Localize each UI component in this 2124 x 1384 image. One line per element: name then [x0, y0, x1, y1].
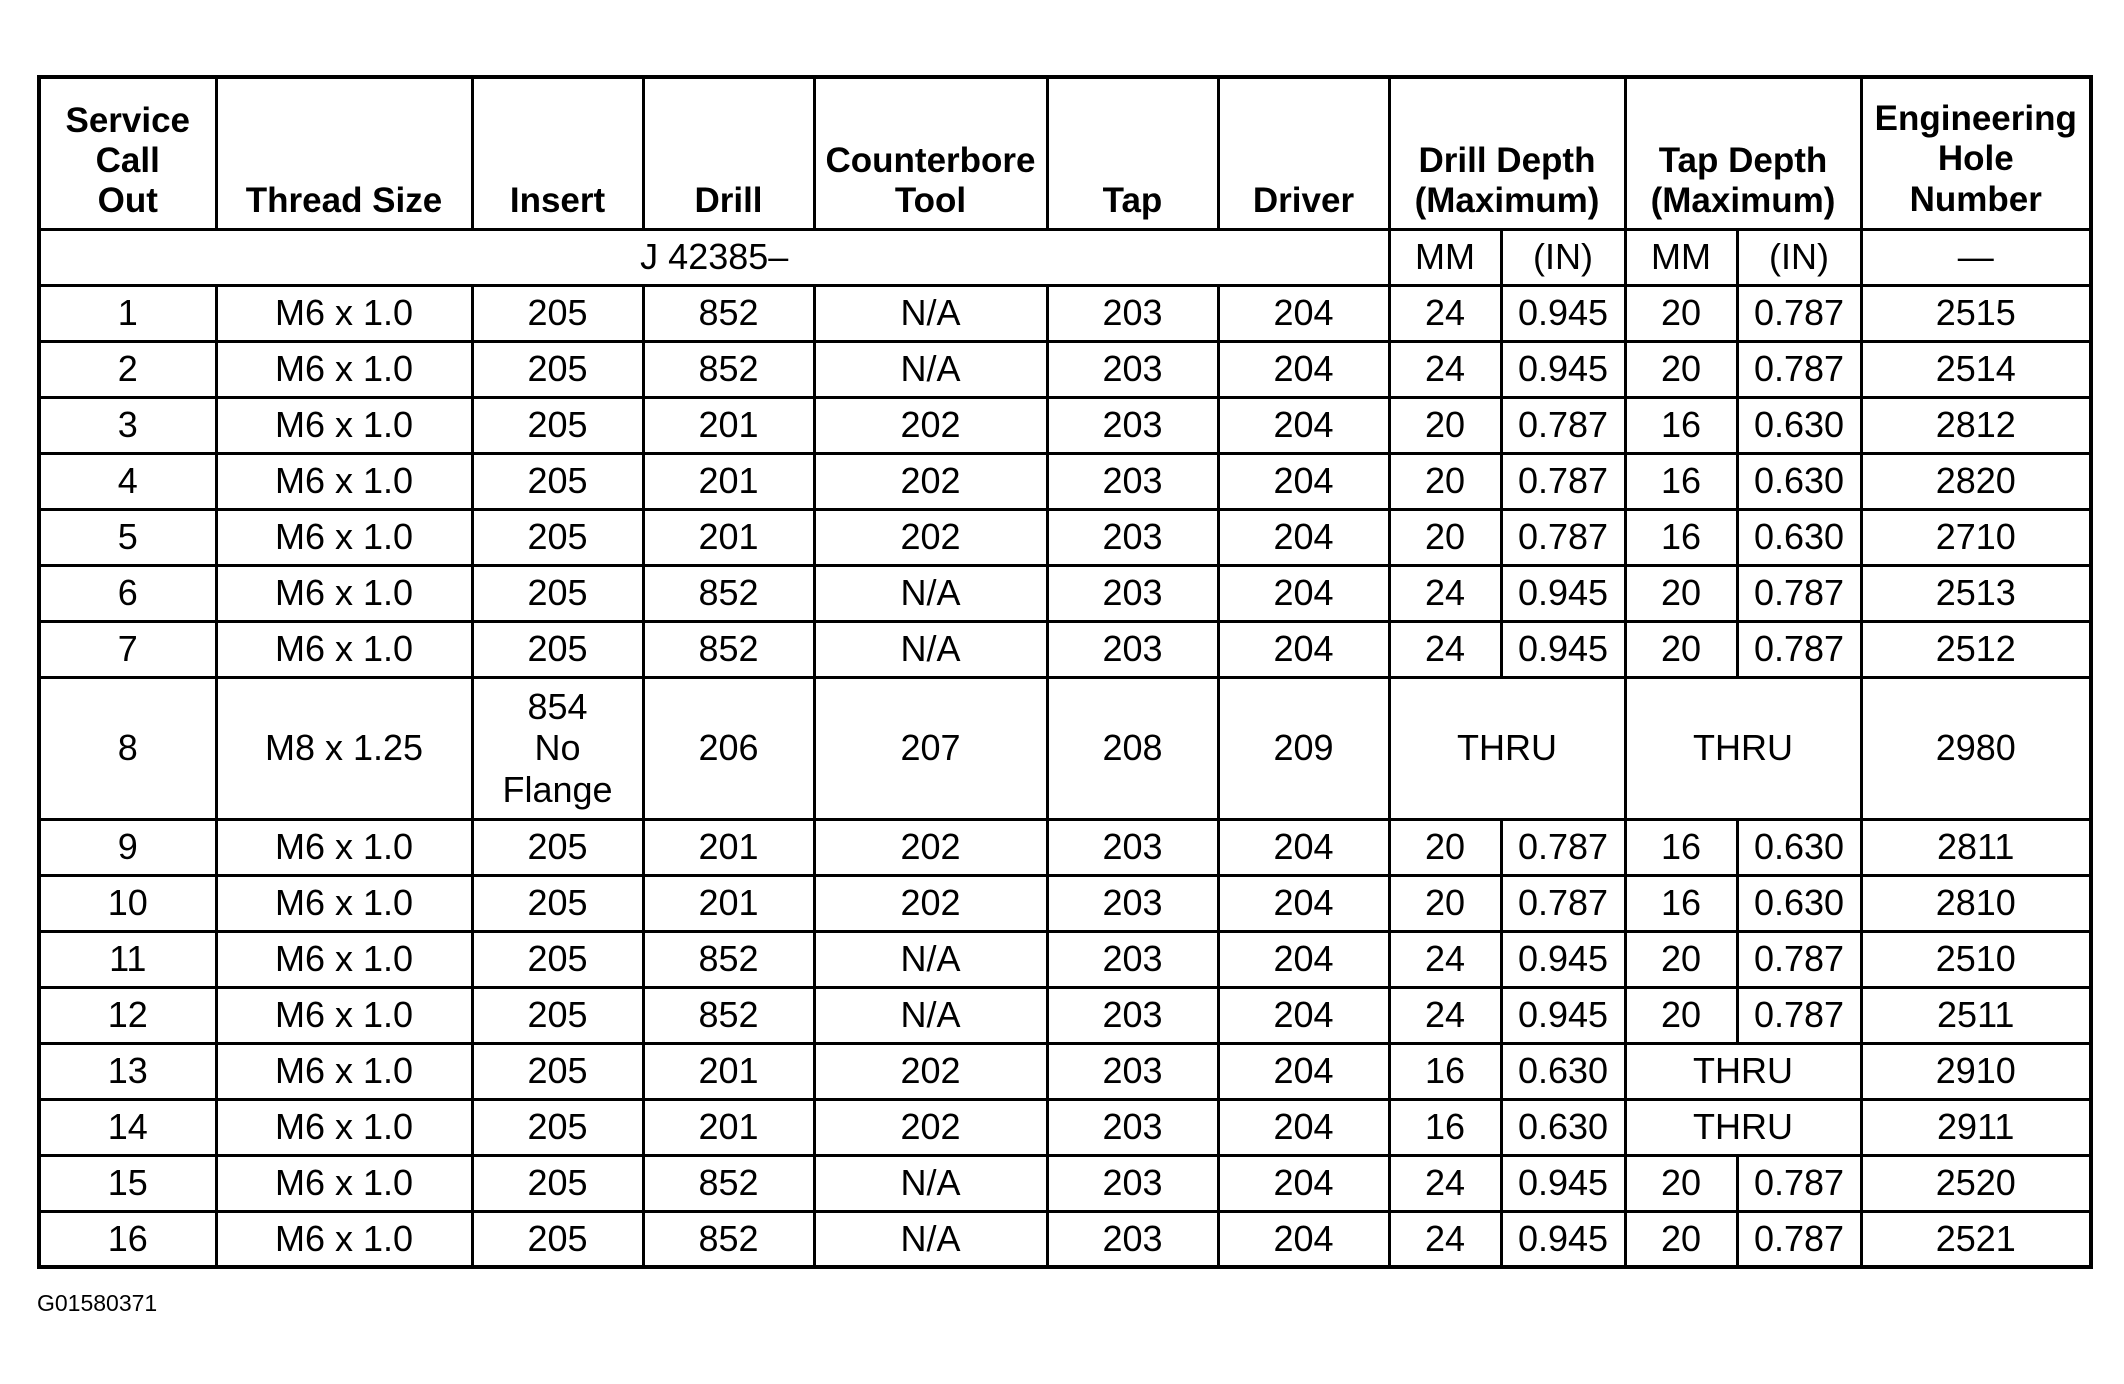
cell-counterbore-tool: N/A	[814, 621, 1047, 677]
cell-service-call-out: 16	[39, 1211, 216, 1267]
cell-tap-depth-mm: 16	[1625, 509, 1737, 565]
cell-drill-depth-in: 0.787	[1501, 875, 1625, 931]
table-row	[39, 509, 2091, 565]
cell-counterbore-tool: N/A	[814, 565, 1047, 621]
header-tap-depth: Tap Depth (Maximum)	[1625, 77, 1861, 229]
cell-thread-size: M6 x 1.0	[216, 1043, 472, 1099]
cell-insert: 205	[472, 285, 643, 341]
cell-drill-depth-in: 0.630	[1501, 1043, 1625, 1099]
cell-tap-depth-in: 0.787	[1737, 285, 1861, 341]
cell-thread-size: M6 x 1.0	[216, 621, 472, 677]
table-row	[39, 621, 2091, 677]
cell-drill-depth-in: 0.787	[1501, 453, 1625, 509]
cell-service-call-out: 11	[39, 931, 216, 987]
cell-drill-depth-in: 0.787	[1501, 819, 1625, 875]
cell-tap-depth-mm: 16	[1625, 453, 1737, 509]
cell-insert: 205	[472, 621, 643, 677]
table-row	[39, 1155, 2091, 1211]
cell-tap-depth-in: 0.787	[1737, 931, 1861, 987]
cell-tap: 203	[1047, 285, 1218, 341]
cell-drill-depth-in: 0.787	[1501, 397, 1625, 453]
cell-driver: 204	[1218, 397, 1389, 453]
cell-tap-depth-in: 0.787	[1737, 987, 1861, 1043]
cell-insert: 205	[472, 819, 643, 875]
cell-counterbore-tool: 202	[814, 819, 1047, 875]
cell-engineering-hole-number: 2510	[1861, 931, 2091, 987]
cell-drill-depth-mm: 24	[1389, 1155, 1501, 1211]
cell-engineering-hole-number: 2810	[1861, 875, 2091, 931]
cell-drill-depth-in: 0.945	[1501, 1211, 1625, 1267]
drill-depth-in-unit: (IN)	[1501, 229, 1625, 285]
cell-drill-depth-in: 0.630	[1501, 1099, 1625, 1155]
cell-tap-depth-mm: 20	[1625, 987, 1737, 1043]
drill-depth-mm-unit: MM	[1389, 229, 1501, 285]
header-insert: Insert	[472, 77, 643, 229]
table-row	[39, 397, 2091, 453]
cell-driver: 204	[1218, 621, 1389, 677]
cell-drill-depth-in: 0.945	[1501, 987, 1625, 1043]
cell-counterbore-tool: 207	[814, 677, 1047, 819]
cell-tap: 203	[1047, 875, 1218, 931]
cell-engineering-hole-number: 2820	[1861, 453, 2091, 509]
cell-tap-depth-in: 0.787	[1737, 1211, 1861, 1267]
cell-tap: 203	[1047, 397, 1218, 453]
cell-tap-depth-in: 0.630	[1737, 453, 1861, 509]
cell-drill-depth-in: 0.945	[1501, 565, 1625, 621]
hole-number-dash: —	[1861, 229, 2091, 285]
cell-tap: 203	[1047, 341, 1218, 397]
cell-counterbore-tool: 202	[814, 509, 1047, 565]
table-row	[39, 677, 2091, 819]
cell-drill-depth-mm: 20	[1389, 397, 1501, 453]
cell-tap: 203	[1047, 987, 1218, 1043]
cell-drill-depth-mm: 20	[1389, 819, 1501, 875]
cell-tap-depth: THRU	[1625, 677, 1861, 819]
cell-counterbore-tool: N/A	[814, 931, 1047, 987]
cell-service-call-out: 9	[39, 819, 216, 875]
cell-counterbore-tool: 202	[814, 1043, 1047, 1099]
cell-service-call-out: 6	[39, 565, 216, 621]
cell-counterbore-tool: N/A	[814, 987, 1047, 1043]
cell-engineering-hole-number: 2514	[1861, 341, 2091, 397]
cell-tap-depth-mm: 20	[1625, 285, 1737, 341]
tap-depth-mm-unit: MM	[1625, 229, 1737, 285]
table-row	[39, 875, 2091, 931]
cell-driver: 204	[1218, 1211, 1389, 1267]
cell-tap-depth-mm: 20	[1625, 1211, 1737, 1267]
cell-driver: 204	[1218, 341, 1389, 397]
cell-engineering-hole-number: 2980	[1861, 677, 2091, 819]
cell-counterbore-tool: 202	[814, 453, 1047, 509]
cell-tap: 203	[1047, 509, 1218, 565]
cell-insert: 205	[472, 931, 643, 987]
cell-drill-depth-mm: 20	[1389, 453, 1501, 509]
cell-drill-depth-mm: 24	[1389, 931, 1501, 987]
cell-engineering-hole-number: 2521	[1861, 1211, 2091, 1267]
cell-engineering-hole-number: 2812	[1861, 397, 2091, 453]
cell-tap-depth-mm: 20	[1625, 1155, 1737, 1211]
cell-service-call-out: 12	[39, 987, 216, 1043]
cell-tap-depth-in: 0.630	[1737, 397, 1861, 453]
cell-tap-depth-mm: 16	[1625, 397, 1737, 453]
cell-tap-depth-in: 0.787	[1737, 341, 1861, 397]
cell-driver: 209	[1218, 677, 1389, 819]
header-counterbore-tool: Counterbore Tool	[814, 77, 1047, 229]
cell-insert: 205	[472, 1211, 643, 1267]
cell-tap-depth-mm: 20	[1625, 931, 1737, 987]
cell-service-call-out: 13	[39, 1043, 216, 1099]
cell-engineering-hole-number: 2512	[1861, 621, 2091, 677]
cell-engineering-hole-number: 2513	[1861, 565, 2091, 621]
cell-engineering-hole-number: 2910	[1861, 1043, 2091, 1099]
cell-drill: 201	[643, 1099, 814, 1155]
cell-tap-depth-in: 0.630	[1737, 875, 1861, 931]
cell-engineering-hole-number: 2710	[1861, 509, 2091, 565]
table-row	[39, 1211, 2091, 1267]
cell-driver: 204	[1218, 1043, 1389, 1099]
cell-drill-depth: THRU	[1389, 677, 1625, 819]
cell-drill-depth-in: 0.945	[1501, 1155, 1625, 1211]
table-row	[39, 819, 2091, 875]
cell-tap: 208	[1047, 677, 1218, 819]
cell-counterbore-tool: N/A	[814, 341, 1047, 397]
cell-drill-depth-mm: 16	[1389, 1099, 1501, 1155]
cell-counterbore-tool: 202	[814, 875, 1047, 931]
cell-thread-size: M6 x 1.0	[216, 453, 472, 509]
cell-insert: 854 No Flange	[472, 677, 643, 819]
cell-service-call-out: 5	[39, 509, 216, 565]
cell-service-call-out: 4	[39, 453, 216, 509]
cell-tap-depth-in: 0.787	[1737, 1155, 1861, 1211]
cell-engineering-hole-number: 2811	[1861, 819, 2091, 875]
cell-tap: 203	[1047, 621, 1218, 677]
cell-driver: 204	[1218, 1155, 1389, 1211]
cell-drill: 201	[643, 509, 814, 565]
cell-drill-depth-in: 0.945	[1501, 931, 1625, 987]
units-row	[39, 229, 2091, 285]
table-row	[39, 1043, 2091, 1099]
cell-thread-size: M6 x 1.0	[216, 565, 472, 621]
cell-tap: 203	[1047, 931, 1218, 987]
figure-id: G01580371	[37, 1290, 158, 1316]
cell-drill: 852	[643, 987, 814, 1043]
cell-tap-depth: THRU	[1625, 1099, 1861, 1155]
cell-tap-depth-in: 0.630	[1737, 819, 1861, 875]
cell-drill: 852	[643, 931, 814, 987]
cell-thread-size: M6 x 1.0	[216, 285, 472, 341]
cell-tap-depth-in: 0.630	[1737, 509, 1861, 565]
cell-drill-depth-mm: 20	[1389, 875, 1501, 931]
cell-drill: 852	[643, 565, 814, 621]
cell-tap: 203	[1047, 565, 1218, 621]
tool-prefix: J 42385–	[39, 229, 1389, 285]
cell-tap: 203	[1047, 1155, 1218, 1211]
cell-thread-size: M6 x 1.0	[216, 987, 472, 1043]
cell-drill: 201	[643, 1043, 814, 1099]
cell-insert: 205	[472, 1043, 643, 1099]
cell-drill-depth-mm: 24	[1389, 1211, 1501, 1267]
cell-thread-size: M6 x 1.0	[216, 509, 472, 565]
cell-insert: 205	[472, 875, 643, 931]
cell-drill: 206	[643, 677, 814, 819]
cell-drill: 201	[643, 397, 814, 453]
cell-tap-depth-mm: 20	[1625, 621, 1737, 677]
cell-drill-depth-mm: 16	[1389, 1043, 1501, 1099]
cell-engineering-hole-number: 2520	[1861, 1155, 2091, 1211]
cell-thread-size: M6 x 1.0	[216, 341, 472, 397]
cell-drill: 852	[643, 1211, 814, 1267]
cell-drill: 852	[643, 1155, 814, 1211]
cell-service-call-out: 8	[39, 677, 216, 819]
cell-drill-depth-mm: 24	[1389, 987, 1501, 1043]
header-row	[39, 77, 2091, 229]
cell-drill-depth-in: 0.787	[1501, 509, 1625, 565]
cell-drill-depth-mm: 24	[1389, 621, 1501, 677]
cell-insert: 205	[472, 987, 643, 1043]
cell-insert: 205	[472, 341, 643, 397]
cell-tap: 203	[1047, 453, 1218, 509]
cell-tap-depth-mm: 16	[1625, 819, 1737, 875]
cell-drill-depth-mm: 20	[1389, 509, 1501, 565]
cell-service-call-out: 1	[39, 285, 216, 341]
insert-spec-table	[37, 75, 2093, 1269]
table-row	[39, 285, 2091, 341]
cell-drill-depth-in: 0.945	[1501, 341, 1625, 397]
cell-counterbore-tool: N/A	[814, 285, 1047, 341]
cell-drill: 201	[643, 819, 814, 875]
cell-thread-size: M6 x 1.0	[216, 819, 472, 875]
cell-tap-depth-mm: 16	[1625, 875, 1737, 931]
header-thread-size: Thread Size	[216, 77, 472, 229]
cell-service-call-out: 7	[39, 621, 216, 677]
cell-thread-size: M6 x 1.0	[216, 397, 472, 453]
table-row	[39, 341, 2091, 397]
cell-driver: 204	[1218, 453, 1389, 509]
cell-drill-depth-mm: 24	[1389, 341, 1501, 397]
cell-insert: 205	[472, 1099, 643, 1155]
cell-thread-size: M6 x 1.0	[216, 931, 472, 987]
cell-insert: 205	[472, 453, 643, 509]
cell-thread-size: M6 x 1.0	[216, 1155, 472, 1211]
cell-drill: 201	[643, 875, 814, 931]
table-row	[39, 453, 2091, 509]
cell-thread-size: M6 x 1.0	[216, 1211, 472, 1267]
cell-counterbore-tool: 202	[814, 1099, 1047, 1155]
cell-engineering-hole-number: 2511	[1861, 987, 2091, 1043]
cell-tap-depth-in: 0.787	[1737, 565, 1861, 621]
cell-insert: 205	[472, 397, 643, 453]
cell-drill-depth-in: 0.945	[1501, 285, 1625, 341]
cell-service-call-out: 3	[39, 397, 216, 453]
header-drill-depth: Drill Depth (Maximum)	[1389, 77, 1625, 229]
cell-tap: 203	[1047, 1211, 1218, 1267]
cell-tap: 203	[1047, 819, 1218, 875]
cell-driver: 204	[1218, 987, 1389, 1043]
cell-drill-depth-in: 0.945	[1501, 621, 1625, 677]
header-drill: Drill	[643, 77, 814, 229]
cell-service-call-out: 2	[39, 341, 216, 397]
cell-engineering-hole-number: 2911	[1861, 1099, 2091, 1155]
cell-drill: 852	[643, 285, 814, 341]
header-service-call-out: Service Call Out	[39, 77, 216, 229]
tap-depth-in-unit: (IN)	[1737, 229, 1861, 285]
cell-drill: 852	[643, 621, 814, 677]
cell-service-call-out: 15	[39, 1155, 216, 1211]
cell-insert: 205	[472, 565, 643, 621]
cell-thread-size: M6 x 1.0	[216, 875, 472, 931]
cell-drill-depth-mm: 24	[1389, 565, 1501, 621]
cell-driver: 204	[1218, 819, 1389, 875]
cell-thread-size: M8 x 1.25	[216, 677, 472, 819]
cell-counterbore-tool: N/A	[814, 1155, 1047, 1211]
table-body	[39, 285, 2091, 1267]
table-row	[39, 1099, 2091, 1155]
table-row	[39, 987, 2091, 1043]
table-row	[39, 931, 2091, 987]
table-row	[39, 565, 2091, 621]
cell-drill-depth-mm: 24	[1389, 285, 1501, 341]
cell-service-call-out: 14	[39, 1099, 216, 1155]
cell-engineering-hole-number: 2515	[1861, 285, 2091, 341]
cell-thread-size: M6 x 1.0	[216, 1099, 472, 1155]
cell-tap: 203	[1047, 1043, 1218, 1099]
cell-insert: 205	[472, 509, 643, 565]
cell-driver: 204	[1218, 875, 1389, 931]
cell-driver: 204	[1218, 565, 1389, 621]
cell-tap-depth: THRU	[1625, 1043, 1861, 1099]
cell-driver: 204	[1218, 1099, 1389, 1155]
cell-counterbore-tool: N/A	[814, 1211, 1047, 1267]
cell-drill: 852	[643, 341, 814, 397]
cell-driver: 204	[1218, 931, 1389, 987]
cell-tap-depth-in: 0.787	[1737, 621, 1861, 677]
cell-insert: 205	[472, 1155, 643, 1211]
header-engineering-hole-number: Engineering Hole Number	[1861, 77, 2091, 229]
header-tap: Tap	[1047, 77, 1218, 229]
cell-counterbore-tool: 202	[814, 397, 1047, 453]
cell-tap: 203	[1047, 1099, 1218, 1155]
header-driver: Driver	[1218, 77, 1389, 229]
cell-drill: 201	[643, 453, 814, 509]
cell-driver: 204	[1218, 509, 1389, 565]
cell-service-call-out: 10	[39, 875, 216, 931]
cell-tap-depth-mm: 20	[1625, 565, 1737, 621]
cell-driver: 204	[1218, 285, 1389, 341]
cell-tap-depth-mm: 20	[1625, 341, 1737, 397]
